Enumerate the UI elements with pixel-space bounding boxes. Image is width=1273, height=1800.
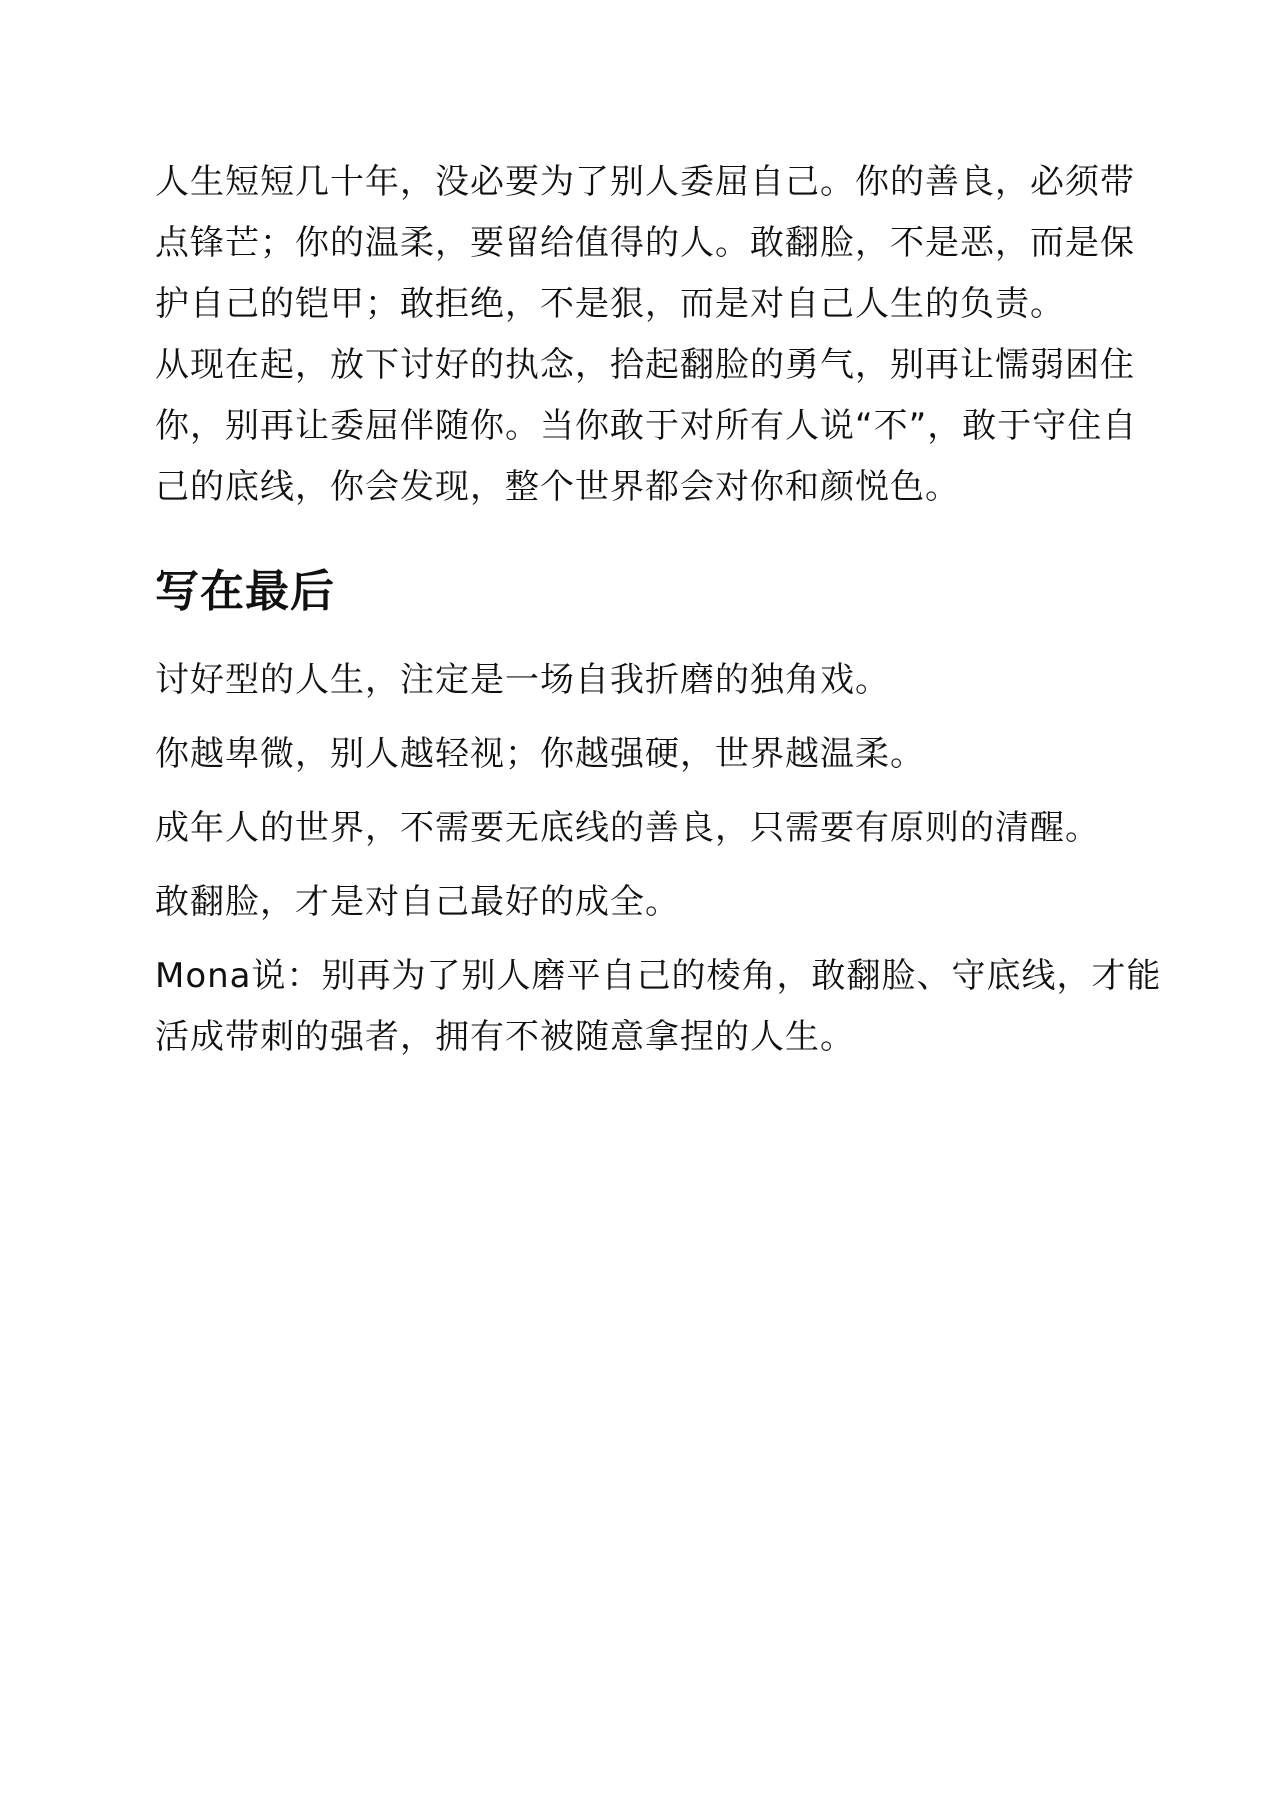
text-line: 从现在起，放下讨好的执念，拾起翻脸的勇气，别再让懦弱困住 <box>155 345 1135 385</box>
text-line: 点锋芒；你的温柔，要留给值得的人。敢翻脸，不是恶，而是保 <box>155 223 1135 263</box>
text-line: 敢翻脸，才是对自己最好的成全。 <box>155 882 680 922</box>
text-line: 活成带刺的强者，拥有不被随意拿捏的人生。 <box>155 1017 855 1057</box>
text-line: 人生短短几十年，没必要为了别人委屈自己。你的善良，必须带 <box>155 162 1135 202</box>
body-paragraph-2 <box>155 335 1138 518</box>
document-body <box>155 152 1162 1081</box>
text-line: 护自己的铠甲；敢拒绝，不是狠，而是对自己人生的负责。 <box>155 284 1065 324</box>
section-heading: 写在最后 <box>155 566 335 617</box>
text-line: 成年人的世界，不需要无底线的善良，只需要有原则的清醒。 <box>155 808 1100 848</box>
closing-paragraph-2 <box>155 724 1130 785</box>
closing-paragraph-4 <box>155 872 1130 933</box>
text-line: 己的底线，你会发现，整个世界都会对你和颜悦色。 <box>155 467 960 507</box>
closing-paragraph-3 <box>155 798 1130 859</box>
text-line: 你，别再让委屈伴随你。当你敢于对所有人说“不”，敢于守住自 <box>155 406 1138 446</box>
text-line: Mona说：别再为了别人磨平自己的棱角，敢翻脸、守底线，才能 <box>155 956 1162 996</box>
text-line: 讨好型的人生，注定是一场自我折磨的独角戏。 <box>155 660 890 700</box>
text-line: 你越卑微，别人越轻视；你越强硬，世界越温柔。 <box>155 734 925 774</box>
body-paragraph-1 <box>155 152 1135 335</box>
closing-paragraph-1 <box>155 650 1130 711</box>
closing-paragraph-5 <box>155 946 1162 1068</box>
